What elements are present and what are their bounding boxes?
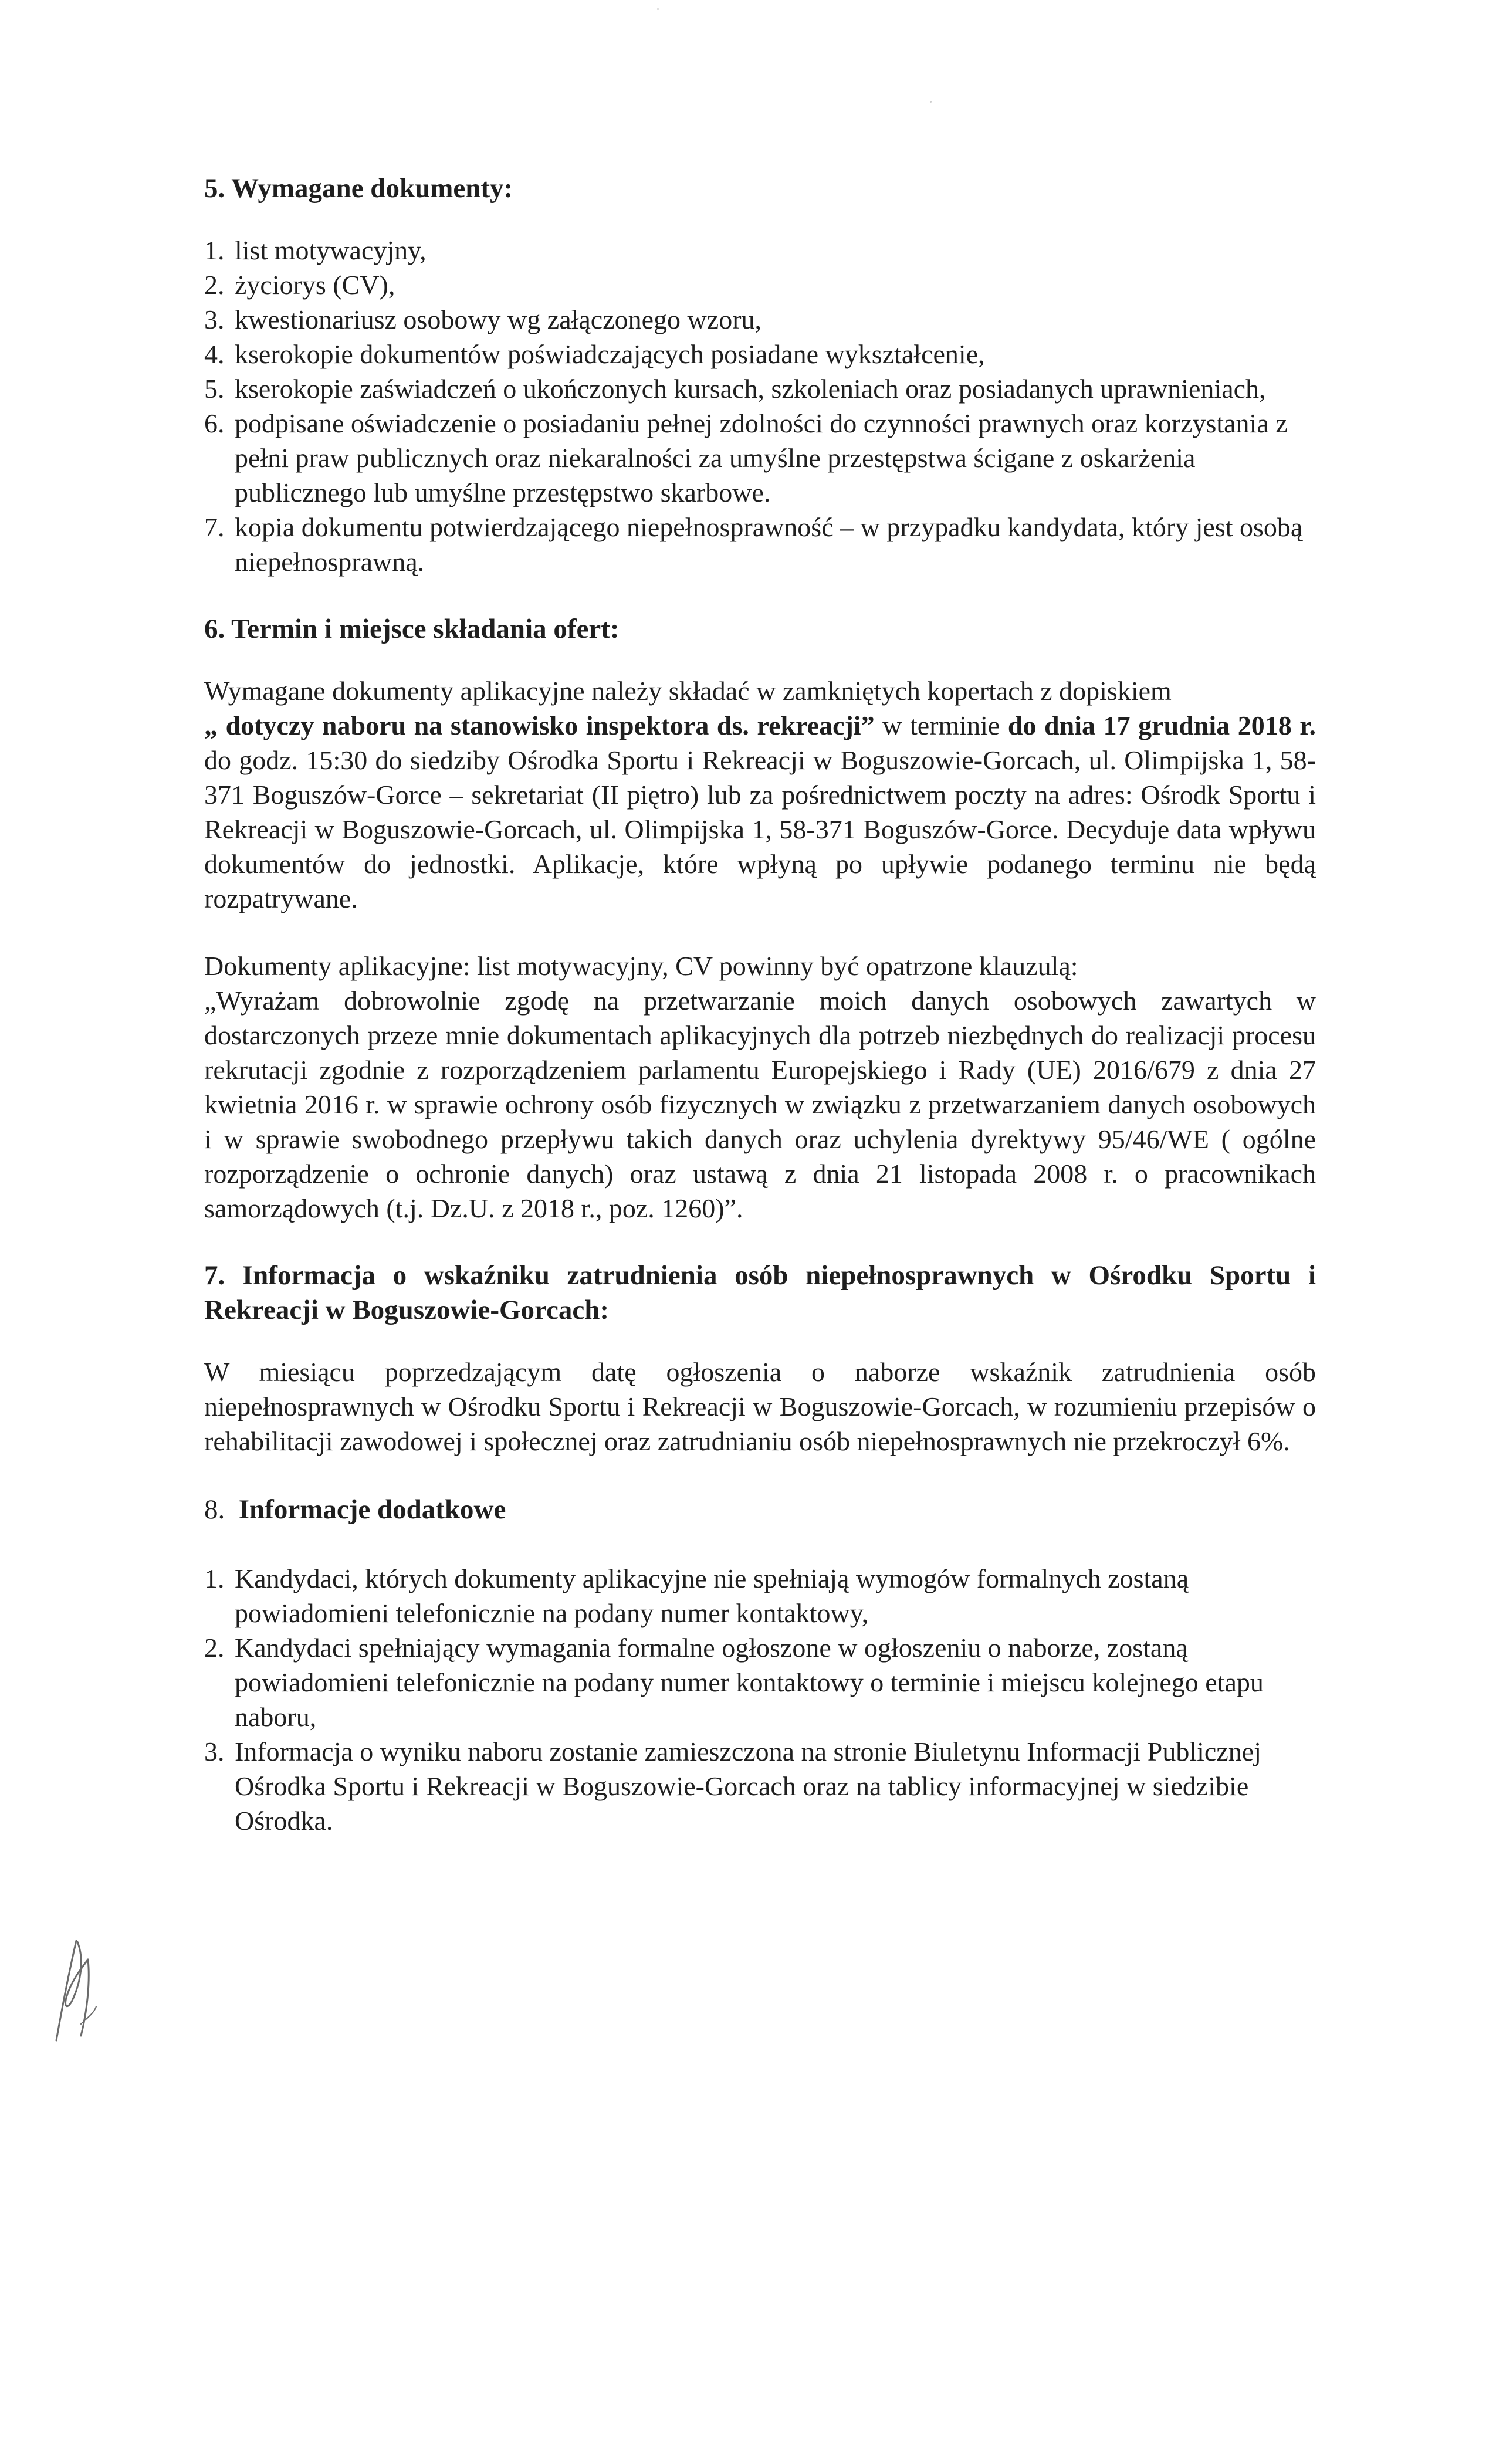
submission-text-rest: do godz. 15:30 do siedziby Ośrodka Sportu i Rekreacji w Boguszowie-Gorcach, ul. Olimpijska 1, 58-371 Boguszów-Gorce – sekretariat (II piętro) lub za pośrednictwem poczty na adres: Ośrodk Sportu i Rekreacji w Boguszowie-Gorcach, ul. Olimpijska 1, 58-371 Boguszów-Gorce. Decyduje data wpływu dokumentów do jednostki. Aplikacje, które wpłyną po upływie podanego terminu nie będą rozpatrywane. <box>204 745 1316 913</box>
list-item-text: list motywacyjny, <box>235 235 427 265</box>
list-item <box>204 1561 1316 1630</box>
list-item-number: 7. <box>204 512 225 542</box>
list-item-number: 3. <box>204 1737 225 1766</box>
list-item-number: 4. <box>204 339 225 369</box>
section-5-heading: 5. Wymagane dokumenty: <box>204 173 513 204</box>
list-item-text: podpisane oświadczenie o posiadaniu pełnej zdolności do czynności prawnych oraz korzystania z pełni praw publicznych oraz niekaralności za umyślne przestępstwa ścigane z oskarżenia publicznego lub umyślne przestępstwo skarbowe. <box>235 408 1288 507</box>
signature-initials-icon <box>46 1936 99 2047</box>
gdpr-clause: „Wyrażam dobrowolnie zgodę na przetwarzanie moich danych osobowych zawartych w dostarczonych przeze mnie dokumentach aplikacyjnych dla potrzeb niezbędnych do realizacji procesu rekrutacji zgodnie z rozporządzeniem parlamentu Europejskiego i Rady (UE) 2016/679 z dnia 27 kwietnia 2016 r. w sprawie ochrony osób fizycznych w związku z przetwarzaniem danych osobowych i w sprawie swobodnego przepływu takich danych oraz uchylenia dyrektywy 95/46/WE ( ogólne rozporządzenie o ochronie danych) oraz ustawą z dnia 21 listopada 2008 r. o pracownikach samorządowych (t.j. Dz.U. z 2018 r., poz. 1260)”. <box>204 986 1316 1223</box>
list-item-text: kopia dokumentu potwierdzającego niepełnosprawność – w przypadku kandydata, który jest osobą niepełnosprawną. <box>235 512 1303 577</box>
employment-indicator-paragraph: W miesiącu poprzedzającym datę ogłoszenia o naborze wskaźnik zatrudnienia osób niepełnosprawnych w Ośrodku Sportu i Rekreacji w Boguszowie-Gorcach, w rozumieniu przepisów o rehabilitacji zawodowej i społecznej oraz zatrudnianiu osób niepełnosprawnych nie przekroczył 6%. <box>204 1357 1316 1456</box>
list-item-number: 5. <box>204 374 225 404</box>
section-7-heading: 7. Informacja o wskaźniku zatrudnienia osób niepełnosprawnych w Ośrodku Sportu i Rekreacji w Boguszowie-Gorcach: <box>204 1260 1316 1325</box>
list-item <box>204 510 1316 579</box>
required-documents-list <box>204 233 1316 579</box>
section-8-number: 8. <box>204 1494 225 1525</box>
list-item-text: Kandydaci, których dokumenty aplikacyjne nie spełniają wymogów formalnych zostaną powiadomieni telefonicznie na podany numer kontaktowy, <box>235 1563 1189 1628</box>
list-item <box>204 406 1316 510</box>
list-item <box>204 337 1316 371</box>
section-8-title: Informacje dodatkowe <box>238 1494 506 1525</box>
list-item-number: 2. <box>204 1633 225 1663</box>
submission-text-start: Wymagane dokumenty aplikacyjne należy składać w zamkniętych kopertach z dopiskiem <box>204 676 1172 706</box>
list-item-number: 6. <box>204 408 225 438</box>
list-item <box>204 1630 1316 1734</box>
list-item-number: 2. <box>204 270 225 300</box>
list-item-number: 3. <box>204 304 225 334</box>
section-8-heading <box>204 1492 1316 1527</box>
additional-info-list <box>204 1561 1316 1838</box>
list-item <box>204 268 1316 302</box>
submission-text-term: w terminie <box>874 710 1008 740</box>
list-item <box>204 1734 1316 1838</box>
list-item-text: kserokopie dokumentów poświadczających posiadane wykształcenie, <box>235 339 985 369</box>
list-item-number: 1. <box>204 1563 225 1593</box>
deadline-date: do dnia 17 grudnia 2018 r. <box>1007 710 1316 740</box>
list-item-text: kserokopie zaświadczeń o ukończonych kursach, szkoleniach oraz posiadanych uprawnieniach, <box>235 374 1266 404</box>
list-item-text: życiorys (CV), <box>235 270 395 300</box>
list-item <box>204 302 1316 337</box>
list-item <box>204 371 1316 406</box>
document-body <box>204 171 1316 1838</box>
list-item-text: Informacja o wyniku naboru zostanie zamieszczona na stronie Biuletynu Informacji Publicznej Ośrodka Sportu i Rekreacji w Boguszowie-Gorcach oraz na tablicy informacyjnej w siedzibie Ośrodka. <box>235 1737 1261 1836</box>
list-item-text: Kandydaci spełniający wymagania formalne ogłoszone w ogłoszeniu o naborze, zostaną powiadomieni telefonicznie na podany numer kontaktowy o terminie i miejscu kolejnego etapu naboru, <box>235 1633 1264 1732</box>
section-6-heading: 6. Termin i miejsce składania ofert: <box>204 614 620 644</box>
list-item <box>204 233 1316 268</box>
list-item-number: 1. <box>204 235 225 265</box>
envelope-annotation: „ dotyczy naboru na stanowisko inspektora ds. rekreacji” <box>204 710 875 740</box>
clause-intro: Dokumenty aplikacyjne: list motywacyjny, CV powinny być opatrzone klauzulą: <box>204 951 1078 981</box>
list-item-text: kwestionariusz osobowy wg załączonego wzoru, <box>235 304 762 334</box>
submission-paragraph <box>204 673 1316 916</box>
